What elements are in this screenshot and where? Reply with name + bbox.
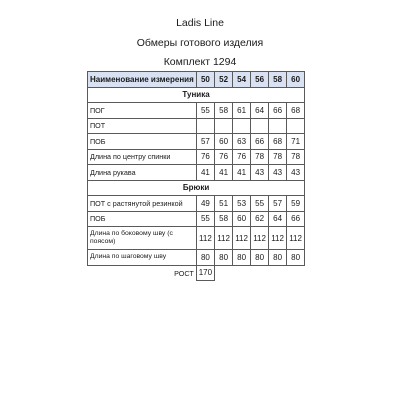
size-header: 52 xyxy=(215,72,233,88)
table-row xyxy=(88,149,305,165)
cell-value: 63 xyxy=(233,134,251,150)
empty-cell xyxy=(215,265,233,281)
cell-value: 80 xyxy=(233,250,251,266)
cell-value: 64 xyxy=(269,211,287,227)
cell-value: 58 xyxy=(215,211,233,227)
cell-value: 80 xyxy=(196,250,214,266)
cell-value: 41 xyxy=(215,165,233,181)
section-title: Брюки xyxy=(88,180,305,196)
cell-value: 80 xyxy=(269,250,287,266)
cell-value: 112 xyxy=(215,227,233,250)
table-row xyxy=(88,227,305,250)
table-header-row xyxy=(88,72,305,88)
cell-value: 68 xyxy=(269,134,287,150)
row-label: ПОБ xyxy=(88,134,197,150)
size-header: 60 xyxy=(287,72,305,88)
row-label: Длина по боковому шву (с поясом) xyxy=(88,227,197,250)
table-row xyxy=(88,134,305,150)
cell-value: 55 xyxy=(196,211,214,227)
row-label: Длина по шаговому шву xyxy=(88,250,197,266)
cell-value: 112 xyxy=(287,227,305,250)
cell-value xyxy=(269,118,287,134)
name-column-header: Наименование измерения xyxy=(88,72,197,88)
cell-value: 112 xyxy=(233,227,251,250)
cell-value: 76 xyxy=(196,149,214,165)
cell-value: 57 xyxy=(196,134,214,150)
cell-value: 55 xyxy=(196,103,214,119)
cell-value: 43 xyxy=(269,165,287,181)
cell-value: 76 xyxy=(215,149,233,165)
cell-value: 62 xyxy=(251,211,269,227)
cell-value: 76 xyxy=(233,149,251,165)
brand-name: Ladis Line xyxy=(176,17,224,29)
empty-cell xyxy=(233,265,251,281)
row-label: Длина по центру спинки xyxy=(88,149,197,165)
cell-value: 80 xyxy=(251,250,269,266)
height-row xyxy=(88,265,305,281)
cell-value: 51 xyxy=(215,196,233,212)
cell-value xyxy=(215,118,233,134)
cell-value: 112 xyxy=(251,227,269,250)
size-header: 54 xyxy=(233,72,251,88)
cell-value: 60 xyxy=(215,134,233,150)
cell-value: 43 xyxy=(287,165,305,181)
cell-value: 49 xyxy=(196,196,214,212)
cell-value: 78 xyxy=(269,149,287,165)
cell-value: 58 xyxy=(215,103,233,119)
cell-value: 53 xyxy=(233,196,251,212)
cell-value: 112 xyxy=(196,227,214,250)
size-header: 50 xyxy=(196,72,214,88)
cell-value: 59 xyxy=(287,196,305,212)
cell-value: 68 xyxy=(287,103,305,119)
cell-value: 55 xyxy=(251,196,269,212)
cell-value: 60 xyxy=(233,211,251,227)
document-title: Обмеры готового изделия xyxy=(136,37,264,49)
cell-value: 41 xyxy=(196,165,214,181)
size-header: 58 xyxy=(269,72,287,88)
table-row xyxy=(88,118,305,134)
cell-value: 61 xyxy=(233,103,251,119)
cell-value xyxy=(287,118,305,134)
cell-value: 80 xyxy=(287,250,305,266)
row-label: ПОТ xyxy=(88,118,197,134)
row-label: ПОГ xyxy=(88,103,197,119)
cell-value: 43 xyxy=(251,165,269,181)
table-row xyxy=(88,103,305,119)
cell-value: 66 xyxy=(269,103,287,119)
cell-value: 78 xyxy=(287,149,305,165)
row-label: Длина рукава xyxy=(88,165,197,181)
cell-value xyxy=(233,118,251,134)
row-label: ПОБ xyxy=(88,211,197,227)
section-row-tunic xyxy=(88,87,305,103)
cell-value: 41 xyxy=(233,165,251,181)
cell-value: 112 xyxy=(269,227,287,250)
height-label: РОСТ xyxy=(88,265,197,281)
empty-cell xyxy=(287,265,305,281)
cell-value: 80 xyxy=(215,250,233,266)
table-row xyxy=(88,211,305,227)
cell-value: 66 xyxy=(251,134,269,150)
cell-value: 57 xyxy=(269,196,287,212)
table-row xyxy=(88,196,305,212)
table-row xyxy=(88,250,305,266)
kit-number: Комплект 1294 xyxy=(163,56,237,68)
cell-value: 78 xyxy=(251,149,269,165)
measurements-table xyxy=(87,71,305,281)
cell-value: 66 xyxy=(287,211,305,227)
height-value: 170 xyxy=(196,265,214,281)
section-title: Туника xyxy=(88,87,305,103)
cell-value: 64 xyxy=(251,103,269,119)
cell-value xyxy=(251,118,269,134)
row-label: ПОТ с растянутой резинкой xyxy=(88,196,197,212)
table-row xyxy=(88,165,305,181)
empty-cell xyxy=(269,265,287,281)
cell-value xyxy=(196,118,214,134)
empty-cell xyxy=(251,265,269,281)
size-header: 56 xyxy=(251,72,269,88)
section-row-trousers xyxy=(88,180,305,196)
cell-value: 71 xyxy=(287,134,305,150)
